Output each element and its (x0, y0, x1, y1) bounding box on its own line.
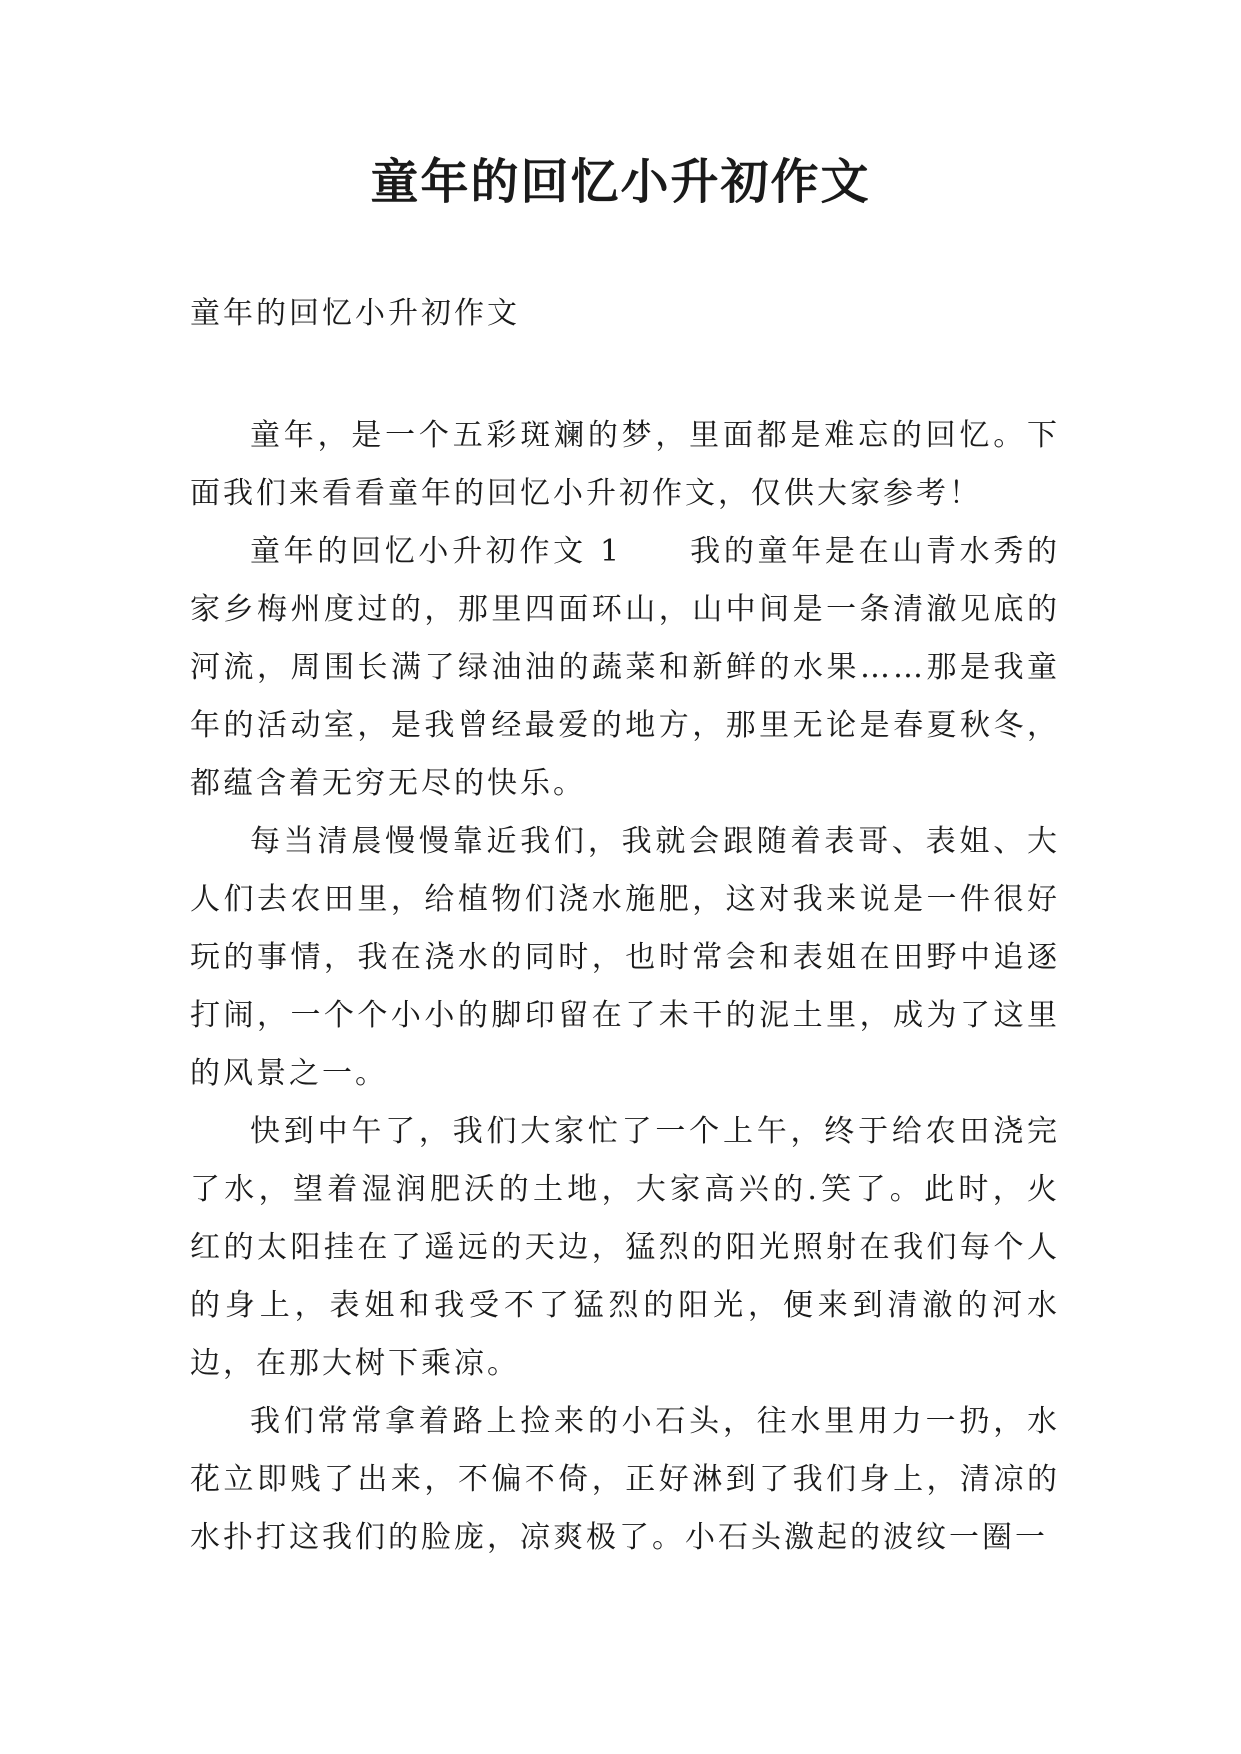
paragraph-3: 快到中午了，我们大家忙了一个上午，终于给农田浇完了水，望着湿润肥沃的土地，大家高兴的.笑了。此时，火红的太阳挂在了遥远的天边，猛烈的阳光照射在我们每个人的身上，表姐和我受不了猛烈的阳光，便来到清澈的河水边，在那大树下乘凉。 (190, 1114, 1060, 1381)
document-subtitle: 童年的回忆小升初作文 (190, 296, 520, 331)
paragraph-2: 每当清晨慢慢靠近我们，我就会跟随着表哥、表姐、大人们去农田里，给植物们浇水施肥，这对我来说是一件很好玩的事情，我在浇水的同时，也时常会和表姐在田野中追逐打闹，一个个小小的脚印留在了未干的泥土里，成为了这里的风景之一。 (190, 824, 1060, 1091)
document-body (190, 407, 1060, 1567)
document-title: 童年的回忆小升初作文 (370, 154, 871, 210)
paragraph-intro: 童年，是一个五彩斑斓的梦，里面都是难忘的回忆。下面我们来看看童年的回忆小升初作文，仅供大家参考！ (190, 418, 1060, 511)
paragraph-1: 童年的回忆小升初作文 1 我的童年是在山青水秀的家乡梅州度过的，那里四面环山，山中间是一条清澈见底的河流，周围长满了绿油油的蔬菜和新鲜的水果……那是我童年的活动室，是我曾经最爱的地方，那里无论是春夏秋冬，都蕴含着无穷无尽的快乐。 (190, 534, 1060, 801)
paragraph-4: 我们常常拿着路上捡来的小石头，往水里用力一扔，水花立即贱了出来，不偏不倚，正好淋到了我们身上，清凉的水扑打这我们的脸庞，凉爽极了。小石头激起的波纹一圈一 (190, 1404, 1060, 1555)
